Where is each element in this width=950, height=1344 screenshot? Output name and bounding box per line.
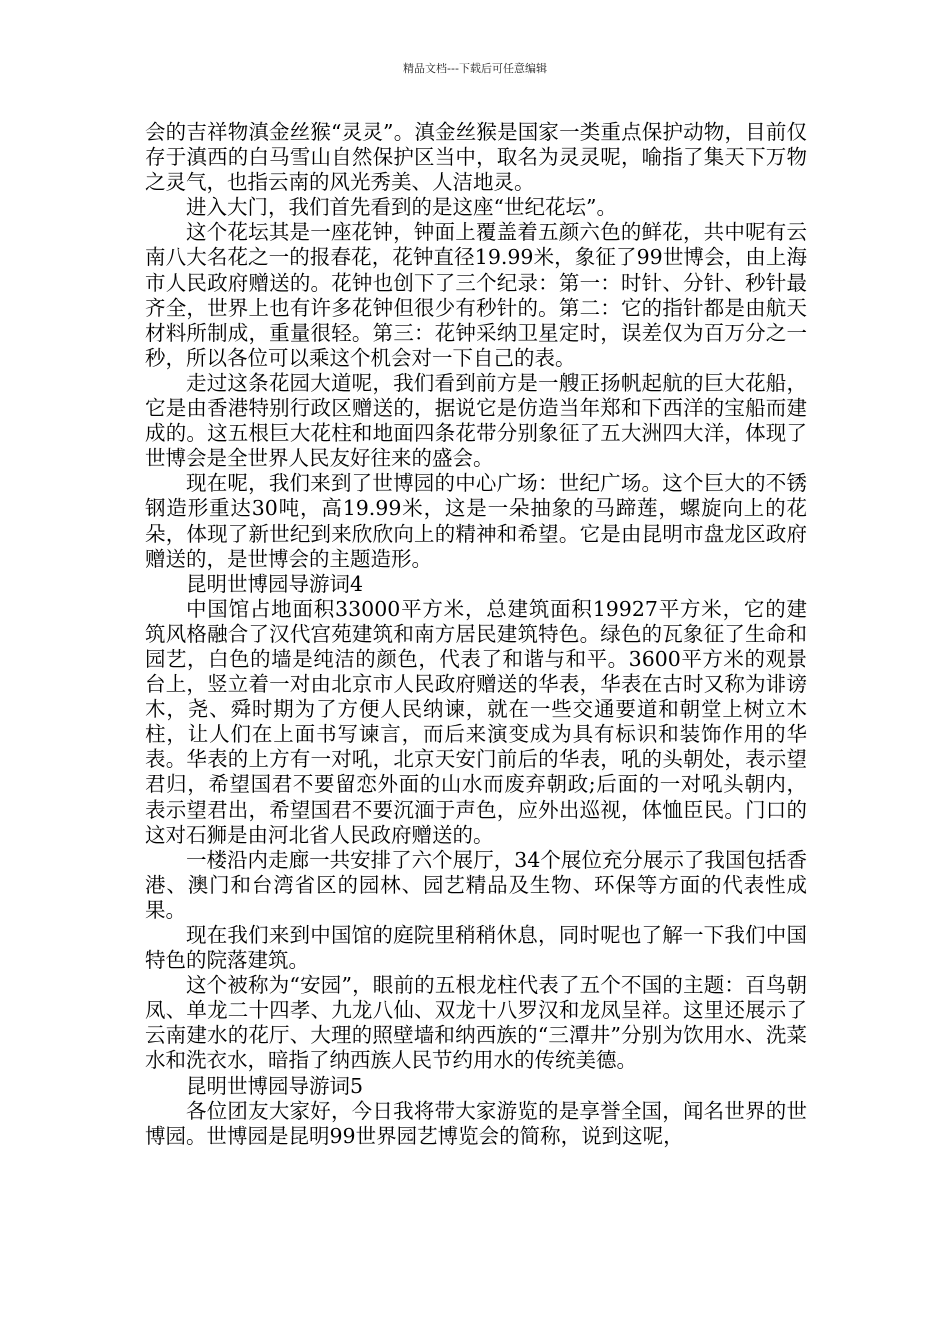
paragraph-6: 中国馆占地面积33000平方米，总建筑面积19927平方米，它的建筑风格融合了汉代宫苑建筑和南方居民建筑特色。绿色的瓦象征了生命和园艺，白色的墙是纯洁的颜色，代表了和谐与和平。3600平方米的观景台上，竖立着一对由北京市人民政府赠送的华表，华表在古时又称为诽谤木，尧、舜时期为了方便人民纳谏，就在一些交通要道和朝堂上树立木柱，让人们在上面书写谏言，而后来演变成为具有标识和装饰作用的华表。华表的上方有一对吼，北京天安门前后的华表，吼的头朝处，表示望君归，希望国君不要留恋外面的山水而废弃朝政;后面的一对吼头朝内，表示望君出，希望国君不要沉湎于声色，应外出巡视，体恤臣民。门口的这对石狮是由河北省人民政府赠送的。 [145, 596, 807, 847]
paragraph-5: 现在呢，我们来到了世博园的中心广场：世纪广场。这个巨大的不锈钢造形重达30吨，高19.99米，这是一朵抽象的马蹄莲，螺旋向上的花朵，体现了新世纪到来欣欣向上的精神和希望。它是由昆明市盘龙区政府赠送的，是世博会的主题造形。 [145, 471, 807, 571]
paragraph-1: 会的吉祥物滇金丝猴“灵灵”。滇金丝猴是国家一类重点保护动物，目前仅存于滇西的白马雪山自然保护区当中，取名为灵灵呢，喻指了集天下万物之灵气，也指云南的风光秀美、人洁地灵。 [145, 120, 807, 195]
document-body [145, 120, 807, 1149]
paragraph-10: 各位团友大家好，今日我将带大家游览的是享誉全国，闻名世界的世博园。世博园是昆明99世界园艺博览会的简称，说到这呢， [145, 1098, 807, 1148]
paragraph-8: 现在我们来到中国馆的庭院里稍稍休息，同时呢也了解一下我们中国特色的院落建筑。 [145, 923, 807, 973]
paragraph-2: 进入大门，我们首先看到的是这座“世纪花坛”。 [186, 195, 617, 220]
section-heading-5: 昆明世博园导游词5 [186, 1073, 364, 1098]
paragraph-7: 一楼沿内走廊一共安排了六个展厅，34个展位充分展示了我国包括香港、澳门和台湾省区的园林、园艺精品及生物、环保等方面的代表性成果。 [145, 847, 807, 922]
paragraph-3: 这个花坛其是一座花钟，钟面上覆盖着五颜六色的鲜花，共中呢有云南八大名花之一的报春花，花钟直径19.99米，象征了99世博会，由上海市人民政府赠送的。花钟也创下了三个纪录：第一：时针、分针、秒针最齐全，世界上也有许多花钟但很少有秒针的。第二：它的指针都是由航天材料所制成，重量很轻。第三：花钟采纳卫星定时，误差仅为百万分之一秒，所以各位可以乘这个机会对一下自己的表。 [145, 220, 807, 370]
paragraph-9: 这个被称为“安园”，眼前的五根龙柱代表了五个不国的主题：百鸟朝凤、单龙二十四孝、九龙八仙、双龙十八罗汉和龙凤呈祥。这里还展示了云南建水的花厅、大理的照壁墙和纳西族的“三潭井”分别为饮用水、洗菜水和洗衣水，暗指了纳西族人民节约用水的传统美德。 [145, 973, 807, 1073]
page-header: 精品文档---下载后可任意编辑 [403, 62, 547, 75]
paragraph-4: 走过这条花园大道呢，我们看到前方是一艘正扬帆起航的巨大花船，它是由香港特别行政区赠送的，据说它是仿造当年郑和下西洋的宝船而建成的。这五根巨大花柱和地面四条花带分别象征了五大洲四大洋，体现了世博会是全世界人民友好往来的盛会。 [145, 370, 807, 471]
section-heading-4: 昆明世博园导游词4 [186, 571, 364, 596]
